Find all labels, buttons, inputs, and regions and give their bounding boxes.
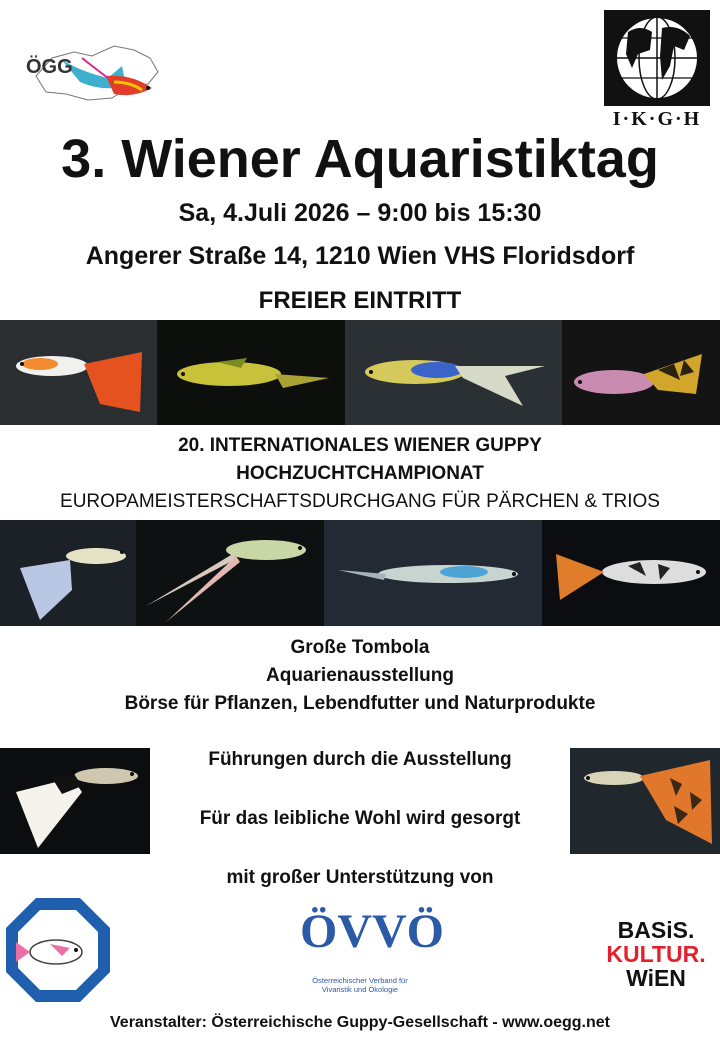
oegg-logo	[22, 36, 162, 108]
feature-catering: Für das leibliche Wohl wird gesorgt	[199, 808, 521, 829]
ikgh-text: I·K·G·H	[612, 108, 702, 130]
oevvoe-wordmark: ÖVVÖ	[300, 905, 444, 958]
page-title: 3. Wiener Aquaristiktag	[61, 129, 659, 189]
basis-line-3: WiEN	[626, 965, 686, 991]
guppy-photo-mosaic	[542, 520, 720, 626]
feature-market: Börse für Pflanzen, Lebendfutter und Naturprodukte	[124, 693, 596, 714]
championship-line1: 20. INTERNATIONALES WIENER GUPPY	[178, 435, 542, 456]
guppy-photo-white-fan	[0, 520, 136, 626]
ikgh-logo	[604, 10, 710, 132]
guppy-photo-slim-blue	[324, 520, 542, 626]
guppy-photo-green-sword	[136, 520, 324, 626]
feature-tours: Führungen durch die Ausstellung	[208, 749, 512, 770]
basis-line-1: BASiS.	[617, 917, 695, 943]
event-date: Sa, 4.Juli 2026 – 9:00 bis 15:30	[178, 199, 542, 227]
guppy-photo-red-tail	[0, 320, 157, 425]
event-address: Angerer Straße 14, 1210 Wien VHS Floridsdorf	[85, 242, 635, 270]
globe-icon	[604, 10, 710, 106]
basis-line-2: KULTUR.	[606, 941, 706, 967]
support-heading: mit großer Unterstützung von	[226, 867, 494, 888]
feature-exhibition: Aquarienausstellung	[266, 665, 454, 686]
feature-tombola: Große Tombola	[290, 637, 430, 658]
organizer-footer: Veranstalter: Österreichische Guppy-Gesellschaft - www.oegg.net	[110, 1014, 610, 1031]
oegg-logo-text: ÖGG	[26, 56, 73, 78]
oevvoe-caption-2: Vivaristik und Ökologie	[321, 985, 399, 994]
oevvoe-logo	[300, 896, 444, 1006]
oevvoe-caption-1: Österreichischer Verband für	[312, 976, 408, 985]
championship-line2: HOCHZUCHTCHAMPIONAT	[236, 463, 484, 484]
guppy-photo-blue-swordtail	[345, 320, 562, 425]
basis-kultur-logo	[598, 918, 714, 990]
guppy-photo-yellow	[157, 320, 345, 425]
championship-line3: EUROPAMEISTERSCHAFTSDURCHGANG FÜR PÄRCHEN & TRIOS	[60, 491, 660, 512]
admission-note: FREIER EINTRITT	[258, 287, 462, 314]
guppy-photo-leopard	[562, 320, 720, 425]
wiener-neustaedter-logo	[4, 896, 112, 1004]
